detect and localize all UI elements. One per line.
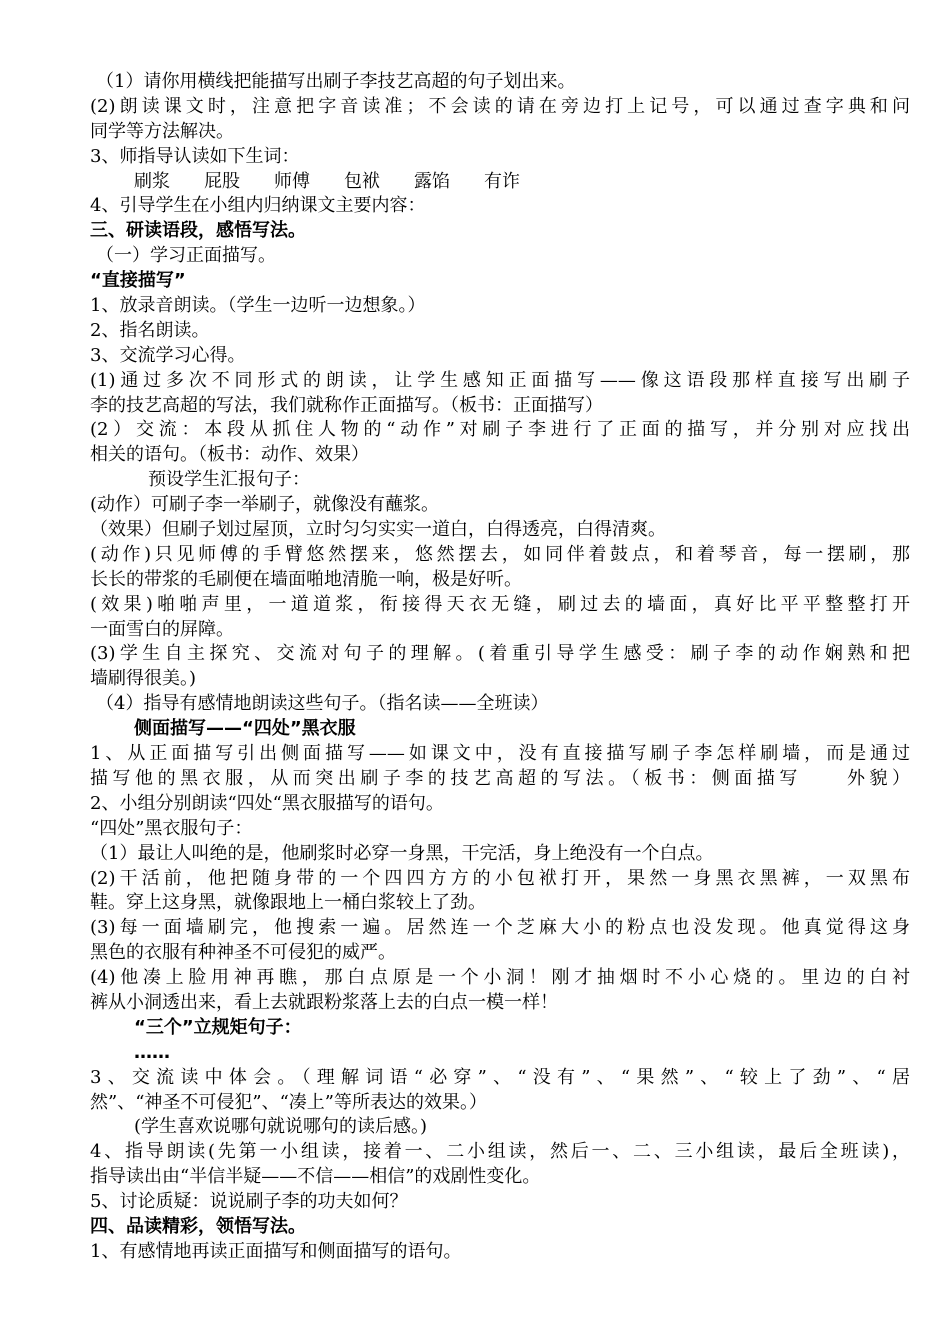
text-line: 同学等方法解决。 <box>90 120 234 142</box>
text-line: 描写他的黑衣服，从而突出刷子李的技艺高超的写法。（板书：侧面描写 外貌） <box>90 767 910 789</box>
subsection-heading: 侧面描写——“四处”黑衣服 <box>134 718 356 740</box>
text-line: 鞋。穿上这身黑，就像跟地上一桶白浆较上了劲。 <box>90 892 486 914</box>
text-line: (2)干活前，他把随身带的一个四四方方的小包袱打开，果然一身黑衣黑裤，一双黑布 <box>90 867 910 889</box>
text-line: “四处”黑衣服句子： <box>90 817 253 839</box>
text-line: (1)通过多次不同形式的朗读，让学生感知正面描写——像这语段那样直接写出刷子 <box>90 369 910 391</box>
subsection-heading: “三个”立规矩句子： <box>134 1016 302 1038</box>
text-line: （效果）但刷子划过屋顶，立时匀匀实实一道白，白得透亮，白得清爽。 <box>90 519 666 541</box>
document-page <box>90 70 910 1265</box>
subsection-heading: “直接描写” <box>90 270 186 292</box>
text-line: 1、从正面描写引出侧面描写——如课文中，没有直接描写刷子李怎样刷墙，而是通过 <box>90 743 910 765</box>
text-line: 5、讨论质疑：说说刷子李的功夫如何？ <box>90 1191 408 1213</box>
text-line: 然”、“神圣不可侵犯”、“凑上”等所表达的效果。） <box>90 1091 488 1113</box>
text-line: 3、交流读中体会。（理解词语“必穿”、“没有”、“果然”、“较上了劲”、“居 <box>90 1066 910 1088</box>
text-line: (3)每一面墙刷完，他搜索一遍。居然连一个芝麻大小的粉点也没发现。他真觉得这身 <box>90 917 910 939</box>
text-line: 黑色的衣服有种神圣不可侵犯的威严。 <box>90 942 396 964</box>
text-line: (3)学生自主探究、交流对句子的理解。(着重引导学生感受：刷子李的动作娴熟和把 <box>90 643 910 665</box>
text-line: （4）指导有感情地朗读这些句子。（指名读——全班读） <box>96 693 549 715</box>
vocab-word: 有诈 <box>484 170 520 192</box>
text-line: 2、指名朗读。 <box>90 319 210 341</box>
text-line: 长长的带浆的毛刷便在墙面啪地清脆一响，极是好听。 <box>90 568 522 590</box>
text-line: 1、放录音朗读。（学生一边听一边想象。） <box>90 295 426 317</box>
text-line: (4)他凑上脸用神再瞧，那白点原是一个小洞！刚才抽烟时不小心烧的。里边的白衬 <box>90 967 910 989</box>
vocab-list <box>90 170 910 195</box>
text-line: 指导读出由“半信半疑——不信——相信”的戏剧性变化。 <box>90 1166 541 1188</box>
text-line: （1）最让人叫绝的是，他刷浆时必穿一身黑，干完活，身上绝没有一个白点。 <box>90 842 714 864</box>
vocab-word: 包袱 <box>344 170 380 192</box>
vocab-word: 屁股 <box>204 170 240 192</box>
text-line: 墙刷得很美。) <box>90 668 197 690</box>
text-line: 裤从小洞透出来，看上去就跟粉浆落上去的白点一模一样！ <box>90 991 558 1013</box>
text-line: (动作)只见师傅的手臂悠然摆来，悠然摆去，如同伴着鼓点，和着琴音，每一摆刷，那 <box>90 543 910 565</box>
vocab-word: 师傅 <box>274 170 310 192</box>
text-line: 3、师指导认读如下生词： <box>90 145 300 167</box>
text-line: (效果)啪啪声里，一道道浆，衔接得天衣无缝，刷过去的墙面，真好比平平整整打开 <box>90 593 910 615</box>
text-line: 预设学生汇报句子： <box>148 469 310 491</box>
text-line: 李的技艺高超的写法，我们就称作正面描写。（板书：正面描写） <box>90 394 603 416</box>
section-heading: 四、品读精彩，领悟写法。 <box>90 1215 306 1237</box>
vocab-word: 露馅 <box>414 170 450 192</box>
text-line: (2）交流：本段从抓住人物的“动作”对刷子李进行了正面的描写，并分别对应找出 <box>90 419 910 441</box>
text-line: 一面雪白的屏障。 <box>90 618 234 640</box>
text-line: 2、小组分别朗读“四处“黑衣服描写的语句。 <box>90 792 444 814</box>
text-line: (动作）可刷子李一举刷子，就像没有蘸浆。 <box>90 494 440 516</box>
text-line: (学生喜欢说哪句就说哪句的读后感。) <box>134 1116 428 1138</box>
text-line: (2)朗读课文时，注意把字音读准；不会读的请在旁边打上记号，可以通过查字典和问 <box>90 95 910 117</box>
text-line: 相关的语句。（板书：动作、效果） <box>90 444 369 466</box>
text-line: 1、有感情地再读正面描写和侧面描写的语句。 <box>90 1240 462 1262</box>
text-line: 4、指导朗读(先第一小组读，接着一、二小组读，然后一、二、三小组读，最后全班读)， <box>90 1141 910 1163</box>
section-heading: 三、研读语段，感悟写法。 <box>90 220 306 242</box>
text-line: （1）请你用横线把能描写出刷子李技艺高超的句子划出来。 <box>96 71 576 92</box>
text-line: （一）学习正面描写。 <box>96 245 276 267</box>
vocab-word: 刷浆 <box>134 170 170 192</box>
ellipsis: …… <box>134 1041 170 1063</box>
text-line: 4、引导学生在小组内归纳课文主要内容： <box>90 195 426 217</box>
text-line: 3、交流学习心得。 <box>90 344 246 366</box>
